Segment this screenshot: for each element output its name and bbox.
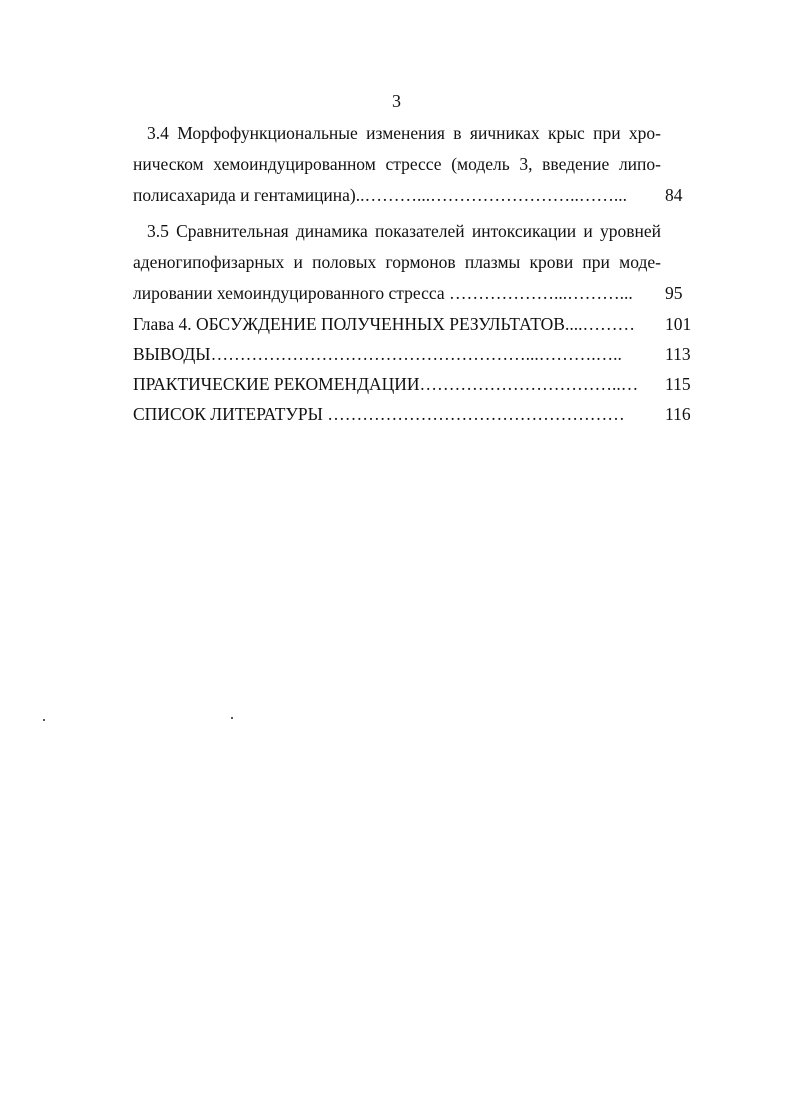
- toc-entry-text-line: СПИСОК ЛИТЕРАТУРЫ ……………………………………………: [133, 404, 625, 424]
- page-number: 3: [392, 91, 401, 111]
- toc-entry-text-line: ВЫВОДЫ………………………………………………...……….…..: [133, 344, 622, 364]
- toc-entry-conclusions[interactable]: [133, 339, 713, 369]
- toc-entry-page-number: 115: [665, 374, 691, 394]
- toc-entry-text-line: аденогипофизарных и половых гормонов плазмы крови при моде-: [133, 252, 661, 272]
- scan-speck: [43, 719, 45, 721]
- scan-speck: [231, 717, 233, 719]
- toc-entry-chapter-4[interactable]: [133, 309, 713, 339]
- table-of-contents: [133, 118, 713, 429]
- toc-entry-references[interactable]: [133, 399, 713, 429]
- toc-entry-text-line: полисахарида и гентамицина)..………...……………………..……...: [133, 185, 628, 205]
- toc-entry-recommendations[interactable]: [133, 369, 713, 399]
- toc-entry-text-line: Глава 4. ОБСУЖДЕНИЕ ПОЛУЧЕННЫХ РЕЗУЛЬТАТОВ....………: [133, 314, 635, 334]
- toc-entry-page-number: 116: [665, 404, 691, 424]
- toc-entry-text-line: 3.4 Морфофункциональные изменения в яичниках крыс при хро-: [147, 123, 661, 143]
- toc-entry-text-line: лировании хемоиндуцированного стресса ………………...………...: [133, 283, 633, 303]
- toc-entry-text-line: 3.5 Сравнительная динамика показателей интоксикации и уровней: [147, 221, 661, 241]
- toc-entry-3-5[interactable]: [133, 216, 713, 309]
- toc-entry-3-4[interactable]: [133, 118, 713, 211]
- toc-entry-text-line: ПРАКТИЧЕСКИЕ РЕКОМЕНДАЦИИ……………………………..…: [133, 374, 639, 394]
- toc-entry-page-number: 95: [665, 283, 683, 303]
- toc-entry-page-number: 84: [665, 185, 683, 205]
- toc-entry-page-number: 113: [665, 344, 691, 364]
- toc-entry-page-number: 101: [665, 314, 692, 334]
- toc-entry-text-line: ническом хемоиндуцированном стрессе (модель 3, введение липо-: [133, 154, 661, 174]
